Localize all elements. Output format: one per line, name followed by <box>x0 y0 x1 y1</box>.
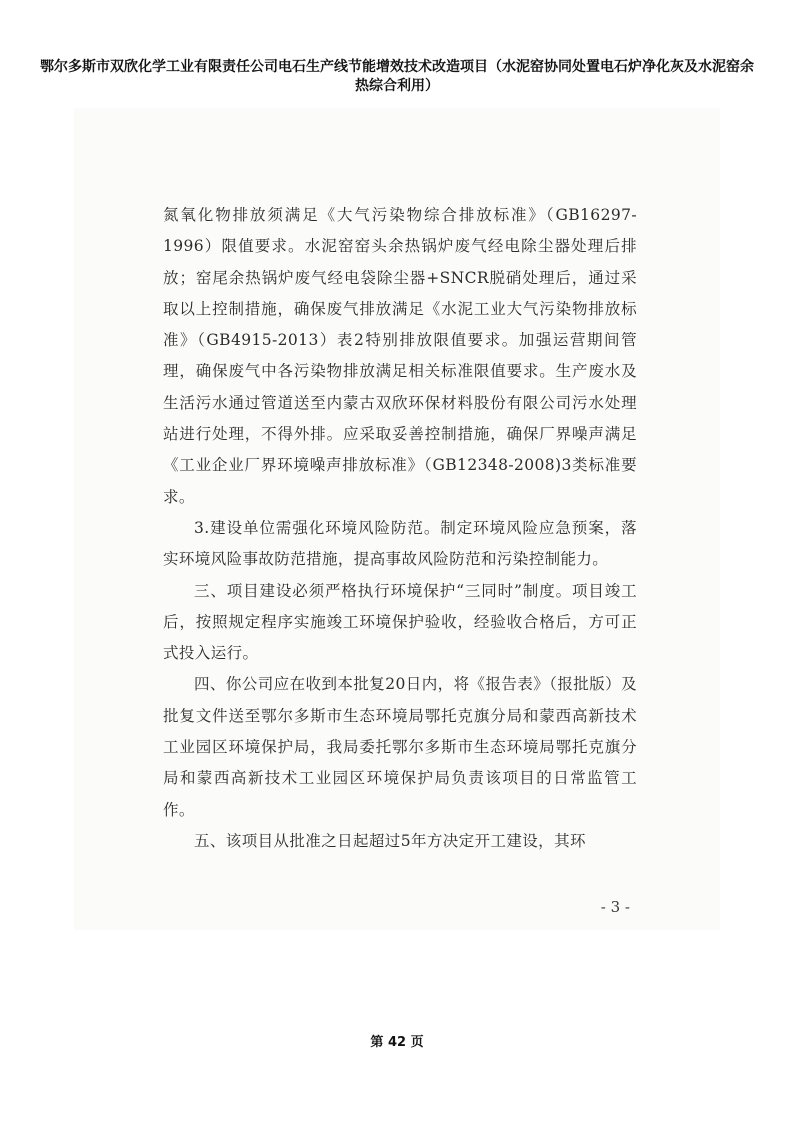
document-header-title: 鄂尔多斯市双欣化学工业有限责任公司电石生产线节能增效技术改造项目（水泥窑协同处置电石炉净化灰及水泥窑余热综合利用） <box>40 59 754 94</box>
paragraph-validity-period: 五、该项目从批准之日起超过5年方决定开工建设，其环 <box>194 831 586 850</box>
scan-page-number: - 3 - <box>600 898 630 916</box>
paragraph-submission: 四、你公司应在收到本批复20日内，将《报告表》（报批版）及批复文件送至鄂尔多斯市生态环境局鄂托克旗分局和蒙西高新技术工业园区环境保护局，我局委托鄂尔多斯市生态环境局鄂托克旗分局和蒙西高新技术工业园区环境保护局负责该项目的日常监管工作。 <box>163 675 637 819</box>
paragraph-emission-standards: 氮氧化物排放须满足《大气污染物综合排放标准》（GB16297-1996）限值要求。水泥窑窑头余热锅炉废气经电除尘器处理后排放；窑尾余热锅炉废气经电袋除尘器+SNCR脱硝处理后，通过采取以上控制措施，确保废气排放满足《水泥工业大气污染物排放标准》（GB4915-2013）表2特别排放限值要求。加强运营期间管理，确保废气中各污染物排放满足相关标准限值要求。生产废水及生活污水通过管道送至内蒙古双欣环保材料股份有限公司污水处理站进行处理，不得外排。应采取妥善控制措施，确保厂界噪声满足《工业企业厂界环境噪声排放标准》（GB12348-2008)3类标准要求。 <box>163 206 637 506</box>
paragraph-risk-prevention: 3.建设单位需强化环境风险防范。制定环境风险应急预案，落实环境风险事故防范措施，提高事故风险防范和污染控制能力。 <box>163 518 637 569</box>
page-footer-number: 第 42 页 <box>370 1035 424 1050</box>
paragraph-three-simultaneous: 三、项目建设必须严格执行环境保护“三同时”制度。项目竣工后，按照规定程序实施竣工环境保护验收，经验收合格后，方可正式投入运行。 <box>163 581 637 663</box>
document-body <box>163 200 637 857</box>
